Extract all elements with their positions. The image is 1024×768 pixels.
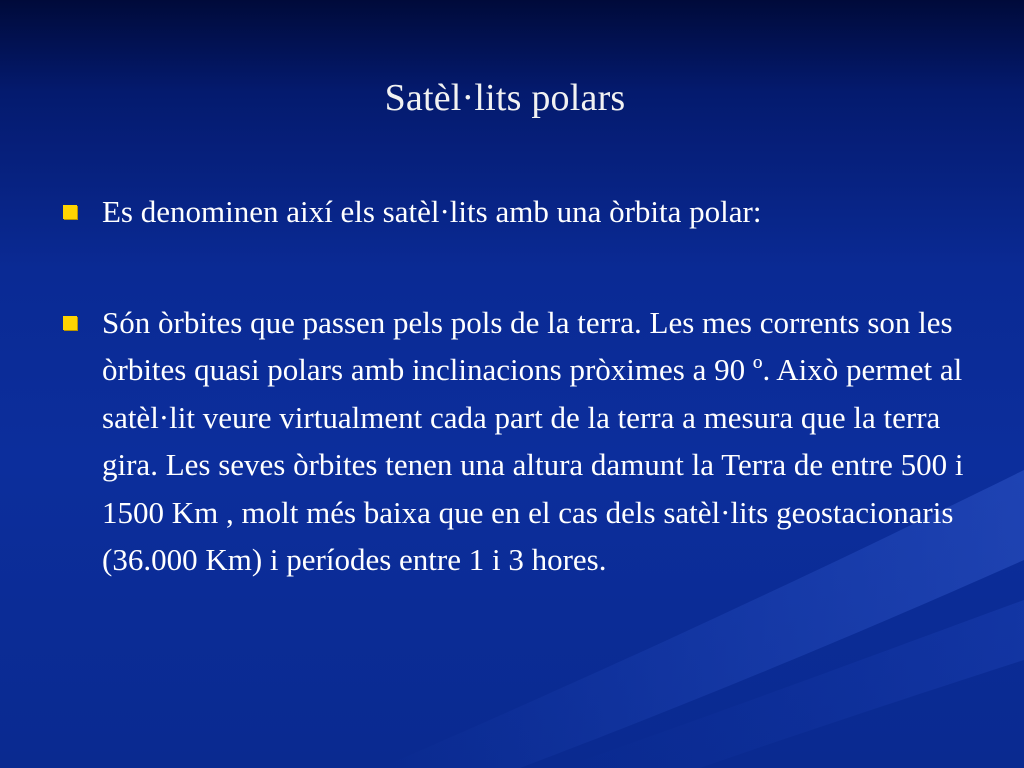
bullet-text: Es denominen així els satèl·lits amb una òrbita polar: [102,194,762,229]
bullet-text: Són òrbites que passen pels pols de la terra. Les mes corrents son les òrbites quasi polars amb inclinacions pròximes a 90 º. Això permet al satèl·lit veure virtualment cada part de la terra a mesura que la terra gira. Les seves òrbites tenen una altura damunt la Terra de entre 500 i 1500 Km , molt més baixa que en el cas dels satèl·lits geostacionaris (36.000 Km) i períodes entre 1 i 3 hores. [102,304,964,577]
bullet-item [62,188,972,236]
bullet-list [62,188,972,584]
slide-title: Satèl·lits polars [384,77,626,119]
bullet-item [62,299,972,584]
square-bullet-icon [63,205,77,219]
square-bullet-icon [63,316,77,330]
